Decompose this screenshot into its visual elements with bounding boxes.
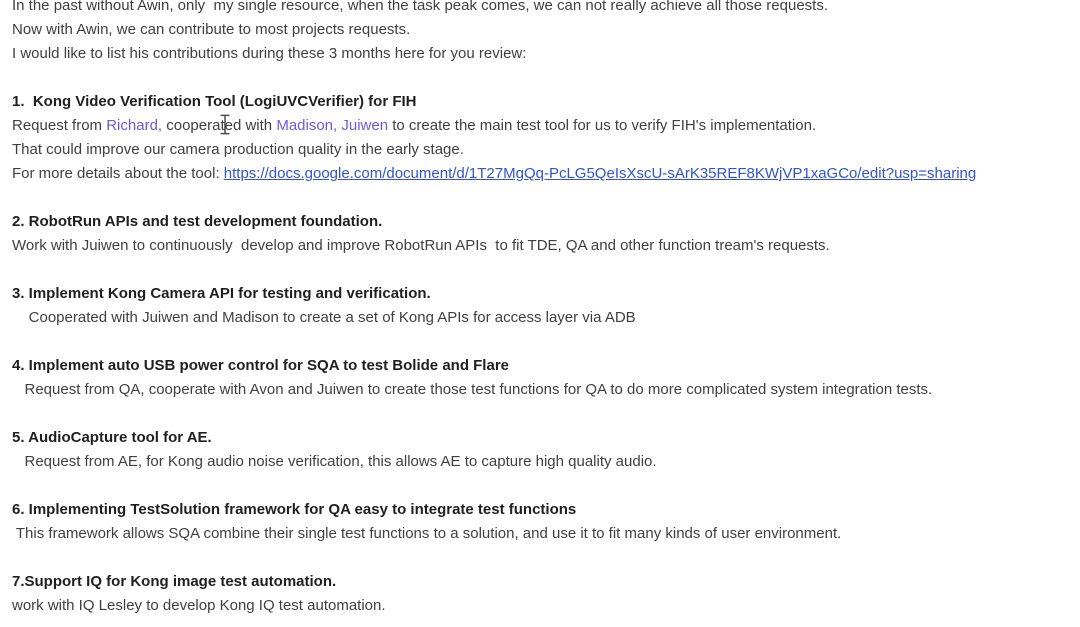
text-segment: Work with Juiwen to continuously develop and improve RobotRun APIs to fit TDE, QA and other function tream's requests. [12, 237, 830, 254]
intro-line [12, 0, 1080, 18]
text-line [12, 306, 1080, 330]
section-heading [12, 570, 1080, 594]
text-segment: work with IQ Lesley to develop Kong IQ test automation. [12, 597, 386, 614]
text-segment: In the past without Awin, only my single resource, when the task peak comes, we can not really achieve all those requests. [12, 0, 828, 14]
text-segment: 7.Support IQ for Kong image test automation. [12, 573, 337, 590]
text-segment: 2. RobotRun APIs and test development foundation. [12, 213, 383, 230]
person-link[interactable]: Juiwen [341, 117, 389, 134]
section-heading [12, 354, 1080, 378]
document-section [12, 426, 1080, 474]
text-line [12, 114, 1080, 138]
text-segment: 3. Implement Kong Camera API for testing and verification. [12, 285, 431, 302]
document-section [12, 210, 1080, 258]
document-section [12, 498, 1080, 546]
text-segment: That could improve our camera production quality in the early stage. [12, 141, 464, 158]
text-segment: Request from AE, for Kong audio noise verification, this allows AE to capture high quality audio. [12, 453, 657, 470]
intro-line [12, 18, 1080, 42]
text-segment: This framework allows SQA combine their single test functions to a solution, and use it to fit many kinds of user environment. [12, 525, 842, 542]
document-section [12, 90, 1080, 186]
person-link[interactable]: Richard, [106, 117, 163, 134]
text-line [12, 162, 1080, 186]
text-segment: to create the main test tool for us to verify FIH's implementation. [388, 117, 817, 134]
text-line [12, 450, 1080, 474]
text-line [12, 522, 1080, 546]
intro-line [12, 42, 1080, 66]
section-heading [12, 426, 1080, 450]
document-hyperlink[interactable]: https://docs.google.com/document/d/1T27MgQq-PcLG5QeIsXscU-sArK35REF8KWjVP1xaGCo/edit?usp=sharing [223, 165, 977, 182]
section-heading [12, 90, 1080, 114]
section-heading [12, 210, 1080, 234]
text-segment: For more details about the tool: [12, 165, 224, 182]
text-line [12, 234, 1080, 258]
text-segment: Request from [12, 117, 107, 134]
section-heading [12, 498, 1080, 522]
document-body [12, 0, 1080, 618]
text-segment: Now with Awin, we can contribute to most projects requests. [12, 21, 411, 38]
text-segment: I would like to list his contributions during these 3 months here for you review: [12, 45, 527, 62]
text-segment: 4. Implement auto USB power control for SQA to test Bolide and Flare [12, 357, 509, 374]
text-line [12, 378, 1080, 402]
document-section [12, 570, 1080, 618]
document-section [12, 282, 1080, 330]
text-segment: Cooperated with Juiwen and Madison to create a set of Kong APIs for access layer via ADB [12, 309, 636, 326]
text-line [12, 138, 1080, 162]
text-line [12, 594, 1080, 618]
text-segment: cooperated with [162, 117, 277, 134]
person-link[interactable]: Madison, [276, 117, 338, 134]
section-heading [12, 282, 1080, 306]
text-segment: 5. AudioCapture tool for AE. [12, 429, 212, 446]
text-segment: 1. Kong Video Verification Tool (LogiUVCVerifier) for FIH [12, 93, 417, 110]
document-section [12, 354, 1080, 402]
text-segment: 6. Implementing TestSolution framework for QA easy to integrate test functions [12, 501, 577, 518]
text-segment: Request from QA, cooperate with Avon and Juiwen to create those test functions for QA to do more complicated system integration tests. [12, 381, 933, 398]
